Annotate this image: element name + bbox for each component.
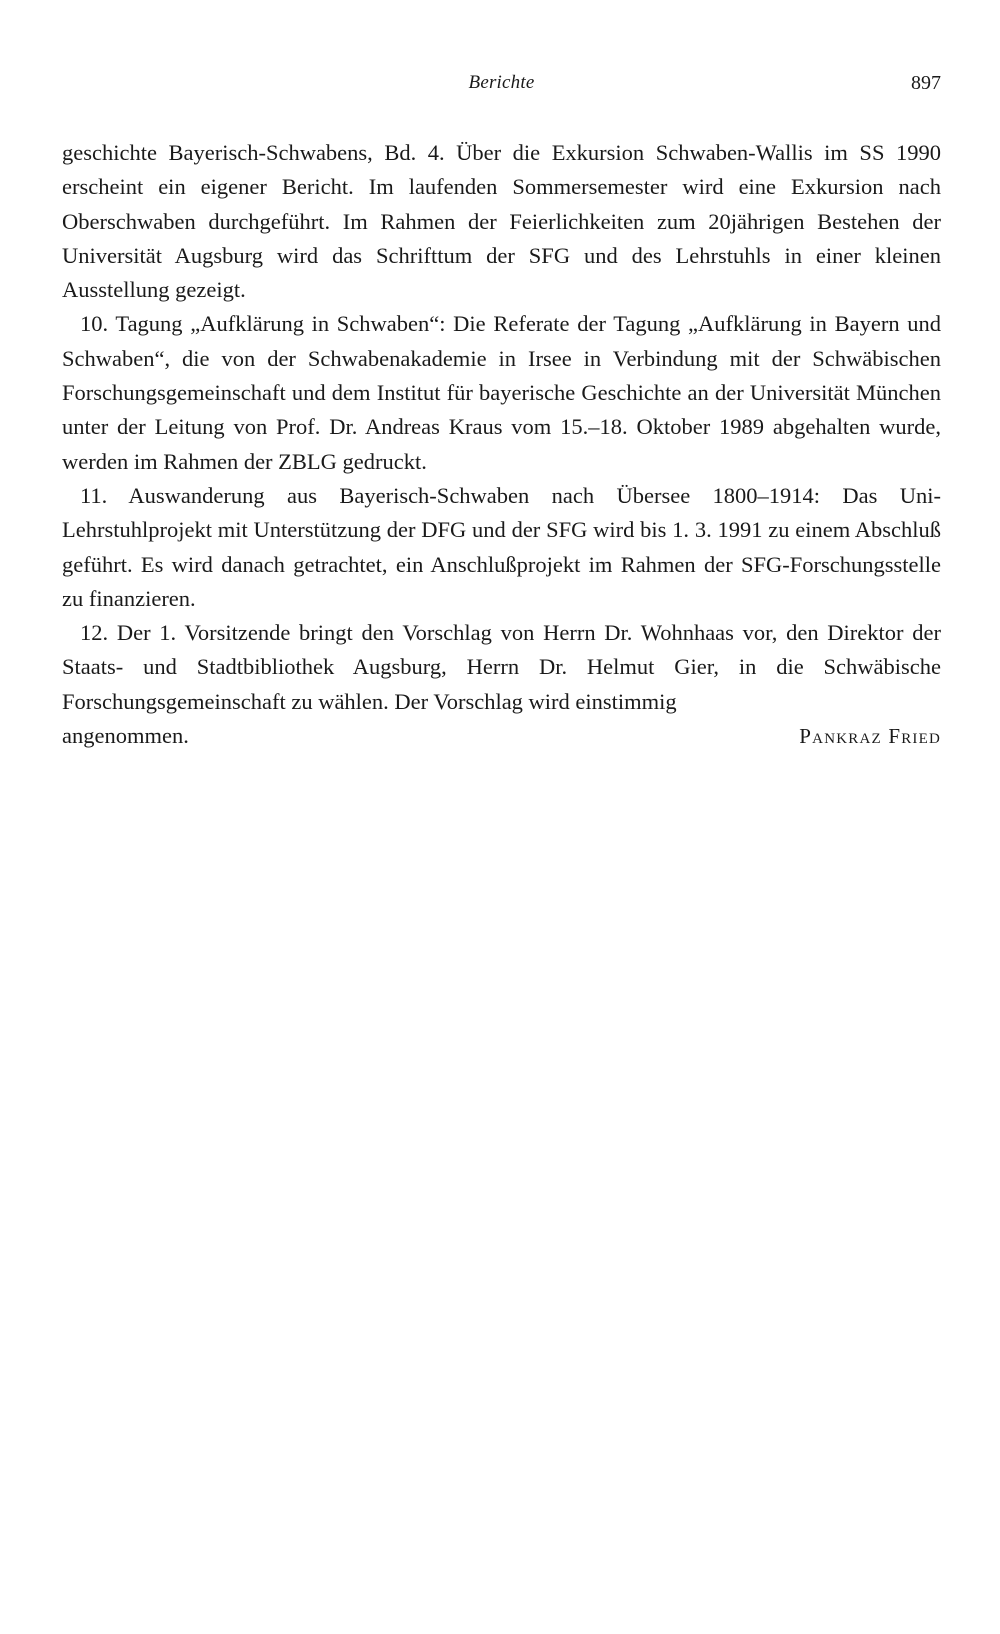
paragraph-item-12: 12. Der 1. Vorsitzende bringt den Vorschlag von Herrn Dr. Wohnhaas vor, den Direktor der Staats- und Stadtbibliothek Augsburg, Herrn Dr. Helmut Gier, in die Schwäbische Forschungsgemeinschaft zu wählen. Der Vorschlag wird einstimmig: [62, 620, 941, 714]
paragraph-item-10: 10. Tagung „Aufklärung in Schwaben“: Die Referate der Tagung „Aufklärung in Bayern und Schwaben“, die von der Schwabenakademie in Irsee in Verbindung mit der Schwäbischen Forschungsgemeinschaft und dem Institut für bayerische Geschichte an der Universität München unter der Leitung von Prof. Dr. Andreas Kraus vom 15.–18. Oktober 1989 abgehalten wurde, werden im Rahmen der ZBLG gedruckt.: [62, 311, 941, 474]
signature-line: [62, 719, 941, 753]
paragraph-continuation: geschichte Bayerisch-Schwabens, Bd. 4. Über die Exkursion Schwaben-Wallis im SS 1990 erscheint ein eigener Bericht. Im laufenden Sommersemester wird eine Exkursion nach Oberschwaben durchgeführt. Im Rahmen der Feierlichkeiten zum 20jährigen Bestehen der Universität Augsburg wird das Schrifttum der SFG und des Lehrstuhls in einer kleinen Ausstellung gezeigt.: [62, 140, 941, 303]
paragraph-item-11: 11. Auswanderung aus Bayerisch-Schwaben nach Übersee 1800–1914: Das Uni-Lehrstuhlprojekt mit Unterstützung der DFG und der SFG wird bis 1. 3. 1991 zu einem Abschluß geführt. Es wird danach getrachtet, ein Anschlußprojekt im Rahmen der SFG-Forschungsstelle zu finanzieren.: [62, 482, 941, 611]
running-head: [62, 72, 941, 102]
author-signature: Pankraz Fried: [799, 724, 941, 749]
page-number: 897: [911, 72, 941, 94]
closing-words: angenommen.: [62, 723, 189, 749]
running-title: Berichte: [468, 72, 535, 93]
body-text: [62, 136, 941, 753]
